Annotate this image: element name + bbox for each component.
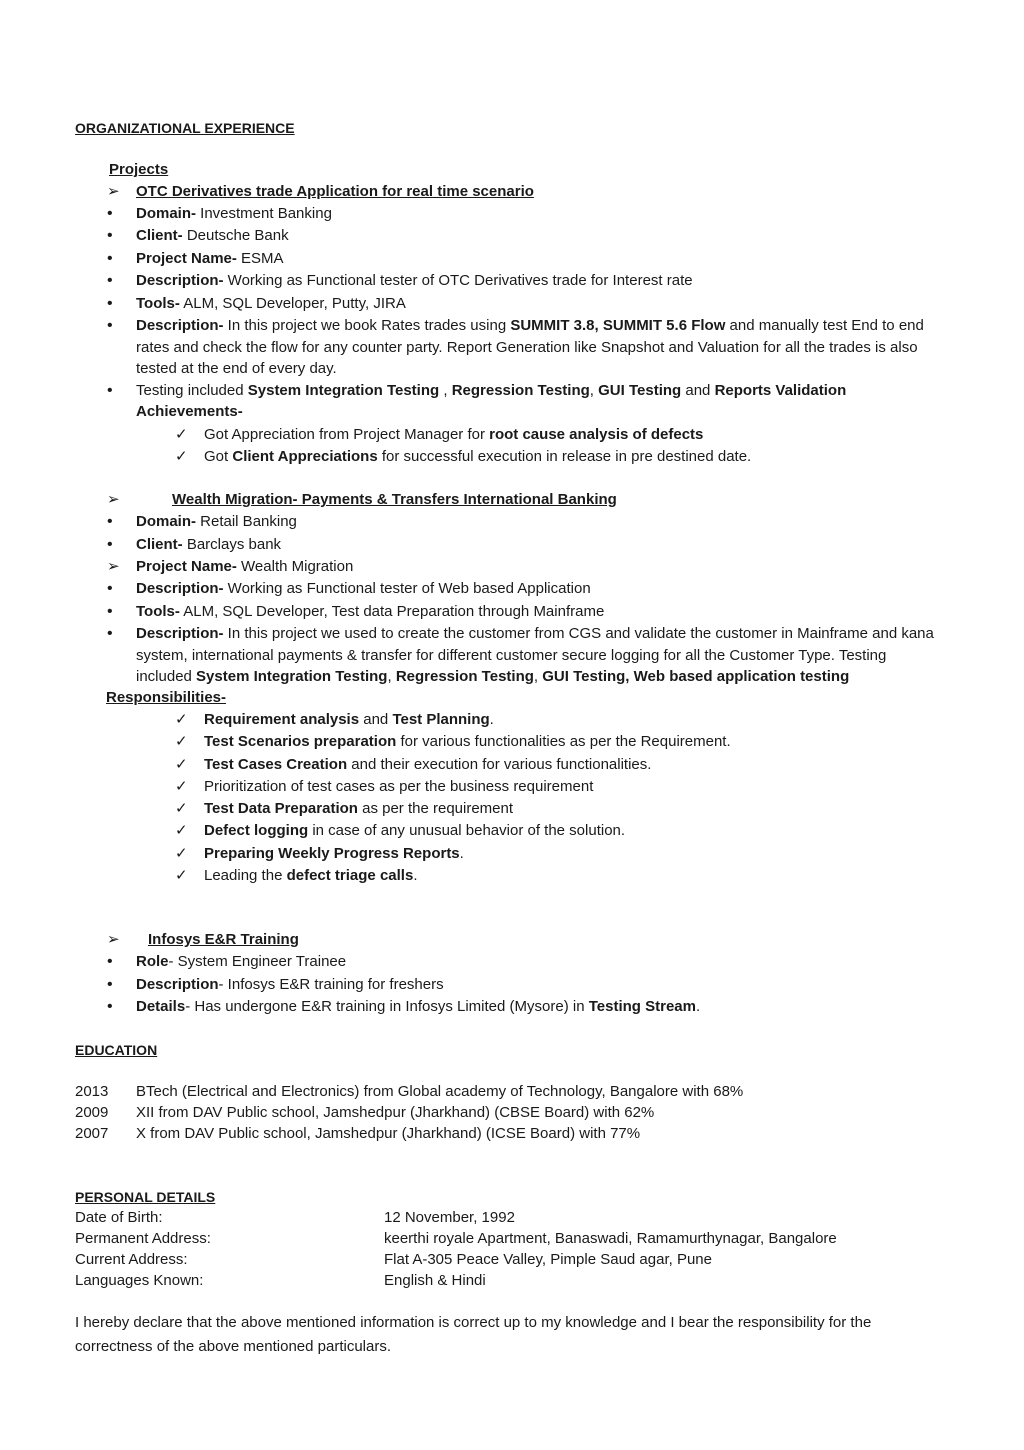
arrow-bullet-icon: ➢ [107,183,120,200]
project-domain: Domain- Retail Banking [136,513,297,530]
project-title: Wealth Migration- Payments & Transfers International Banking [172,491,617,508]
bullet-icon: • [107,272,113,289]
project-description-detail: Description- In this project we book Rates trades using SUMMIT 3.8, SUMMIT 5.6 Flow and manually test End to end [136,317,924,334]
check-icon: ✓ [175,426,188,443]
education-year: 2013 [75,1083,109,1100]
project-description-detail-line: system, international payments & transfer for different customer secure logging for all the Customer Type. Testing [136,647,887,664]
personal-label: Languages Known: [75,1272,204,1289]
project-description: Description- Working as Functional tester of OTC Derivatives trade for Interest rate [136,272,693,289]
education-year: 2007 [75,1125,109,1142]
responsibility-item: Preparing Weekly Progress Reports. [204,845,464,862]
project-name: Project Name- Wealth Migration [136,558,354,575]
project-tools: Tools- ALM, SQL Developer, Putty, JIRA [136,295,406,312]
check-icon: ✓ [175,845,188,862]
projects-label: Projects [109,161,169,178]
project-client: Client- Barclays bank [136,536,282,553]
bullet-icon: • [107,227,113,244]
arrow-bullet-icon: ➢ [107,558,120,575]
education-detail: BTech (Electrical and Electronics) from Global academy of Technology, Bangalore with 68% [136,1083,744,1100]
project-description-detail: Description- In this project we used to create the customer from CGS and validate the customer in Mainframe and kana [136,625,934,642]
project-testing: Testing included System Integration Testing , Regression Testing, GUI Testing and Reports Validation [136,382,847,399]
project-description-detail-line: tested at the end of every day. [136,360,337,377]
bullet-icon: • [107,998,113,1015]
bullet-icon: • [107,953,113,970]
personal-label: Current Address: [75,1251,188,1268]
responsibility-item: Prioritization of test cases as per the business requirement [204,778,594,795]
project-description-detail-line: rates and check the flow for any counter party. Report Generation like Snapshot and Valuation for all the trades is also [136,339,918,356]
check-icon: ✓ [175,822,188,839]
section-heading-experience: ORGANIZATIONAL EXPERIENCE [75,120,295,136]
personal-value: Flat A-305 Peace Valley, Pimple Saud agar, Pune [384,1251,712,1268]
bullet-icon: • [107,205,113,222]
bullet-icon: • [107,580,113,597]
check-icon: ✓ [175,800,188,817]
project-details: Details- Has undergone E&R training in Infosys Limited (Mysore) in Testing Stream. [136,998,701,1015]
arrow-bullet-icon: ➢ [107,931,120,948]
check-icon: ✓ [175,778,188,795]
bullet-icon: • [107,536,113,553]
project-title: Infosys E&R Training [148,931,299,948]
project-description: Description- Working as Functional tester of Web based Application [136,580,591,597]
check-icon: ✓ [175,867,188,884]
check-icon: ✓ [175,733,188,750]
section-heading-education: EDUCATION [75,1042,158,1058]
check-icon: ✓ [175,756,188,773]
education-detail: XII from DAV Public school, Jamshedpur (Jharkhand) (CBSE Board) with 62% [136,1104,655,1121]
bullet-icon: • [107,382,113,399]
bullet-icon: • [107,250,113,267]
project-name: Project Name- ESMA [136,250,284,267]
declaration-text: correctness of the above mentioned particulars. [75,1338,392,1355]
responsibility-item: Defect logging in case of any unusual behavior of the solution. [204,822,626,839]
responsibility-item: Requirement analysis and Test Planning. [204,711,494,728]
declaration-text: I hereby declare that the above mentioned information is correct up to my knowledge and I bear the responsibility for the [75,1314,872,1331]
project-description: Description- Infosys E&R training for freshers [136,976,444,993]
project-client: Client- Deutsche Bank [136,227,289,244]
bullet-icon: • [107,603,113,620]
personal-value: keerthi royale Apartment, Banaswadi, Ramamurthynagar, Bangalore [384,1230,837,1247]
achievements-label: Achievements- [136,403,243,420]
responsibility-item: Test Scenarios preparation for various functionalities as per the Requirement. [204,733,731,750]
project-role: Role- System Engineer Trainee [136,953,347,970]
achievement-item: Got Appreciation from Project Manager for root cause analysis of defects [204,426,704,443]
arrow-bullet-icon: ➢ [107,491,120,508]
personal-value: 12 November, 1992 [384,1209,515,1226]
section-heading-personal: PERSONAL DETAILS [75,1189,216,1205]
personal-value: English & Hindi [384,1272,486,1289]
project-domain: Domain- Investment Banking [136,205,332,222]
bullet-icon: • [107,295,113,312]
responsibility-item: Test Data Preparation as per the requirement [204,800,514,817]
bullet-icon: • [107,976,113,993]
achievement-item: Got Client Appreciations for successful execution in release in pre destined date. [204,448,752,465]
personal-label: Permanent Address: [75,1230,211,1247]
project-description-detail-line: included System Integration Testing, Regression Testing, GUI Testing, Web based application testing [136,668,850,685]
responsibility-item: Test Cases Creation and their execution for various functionalities. [204,756,652,773]
project-tools: Tools- ALM, SQL Developer, Test data Preparation through Mainframe [136,603,605,620]
check-icon: ✓ [175,711,188,728]
education-year: 2009 [75,1104,109,1121]
project-title: OTC Derivatives trade Application for real time scenario [136,183,534,200]
education-detail: X from DAV Public school, Jamshedpur (Jharkhand) (ICSE Board) with 77% [136,1125,641,1142]
check-icon: ✓ [175,448,188,465]
responsibilities-label: Responsibilities- [106,689,227,706]
bullet-icon: • [107,317,113,334]
bullet-icon: • [107,513,113,530]
personal-label: Date of Birth: [75,1209,163,1226]
bullet-icon: • [107,625,113,642]
responsibility-item: Leading the defect triage calls. [204,867,418,884]
